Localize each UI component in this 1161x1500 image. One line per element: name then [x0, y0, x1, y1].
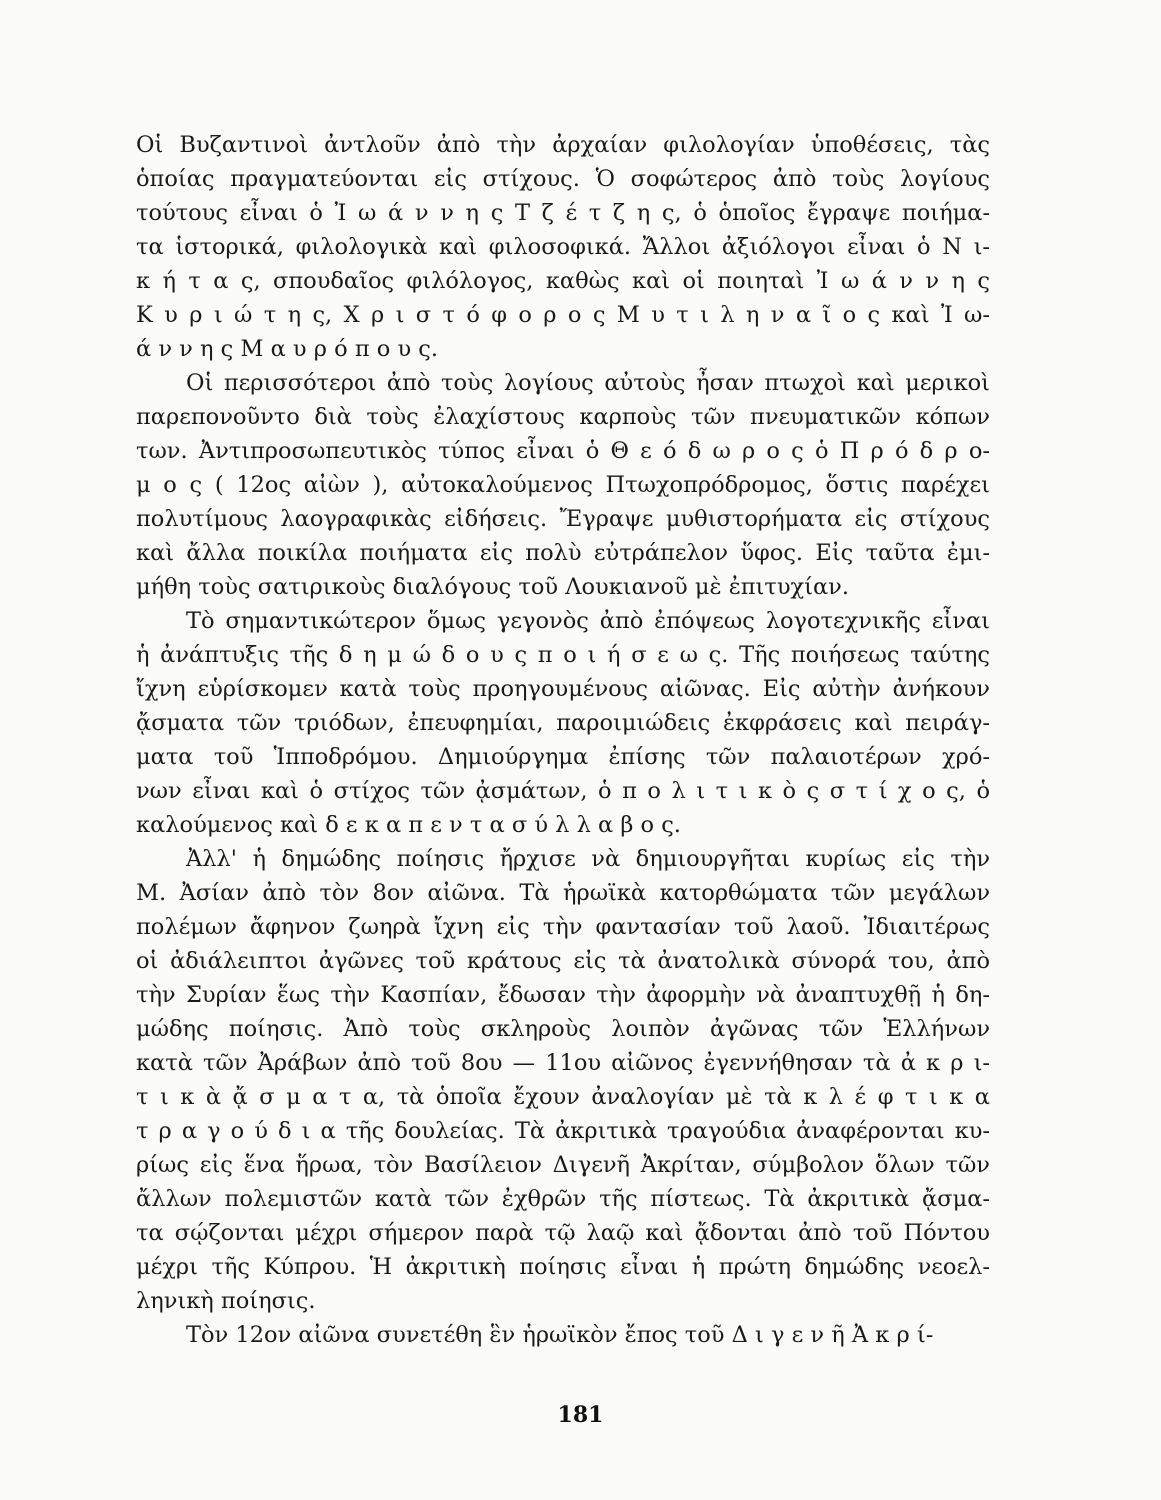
text-line: πολέμων ἄφηνον ζωηρὰ ἴχνη εἰς τὴν φαντασίαν τοῦ λαοῦ. Ἰδιαιτέρως [136, 914, 990, 940]
text-line: τ ρ α γ ο ύ δ ι α τῆς δουλείας. Τὰ ἀκριτικὰ τραγούδια ἀναφέρονται κυ- [136, 1118, 990, 1144]
text-line: πολυτίμους λαογραφικὰς εἰδήσεις. Ἔγραψε μυθιστορήματα εἰς στίχους [136, 506, 990, 532]
text-line: Τὸ σημαντικώτερον ὅμως γεγονὸς ἀπὸ ἐπόψεως λογοτεχνικῆς εἶναι [186, 608, 990, 634]
page-number: 181 [557, 1402, 604, 1428]
text-line: τα σῴζονται μέχρι σήμερον παρὰ τῷ λαῷ καὶ ᾄδονται ἀπὸ τοῦ Πόντου [136, 1220, 990, 1246]
text-line: Οἱ Βυζαντινοὶ ἀντλοῦν ἀπὸ τὴν ἀρχαίαν φιλολογίαν ὑποθέσεις, τὰς [136, 132, 990, 158]
text-line: ἡ ἀνάπτυξις τῆς δ η μ ώ δ ο υ ς π ο ι ή σ ε ω ς. Τῆς ποιήσεως ταύτης [136, 642, 990, 668]
text-line: Ἀλλ' ἡ δημώδης ποίησις ἤρχισε νὰ δημιουργῆται κυρίως εἰς τὴν [186, 846, 990, 872]
text-line: των. Ἀντιπροσωπευτικὸς τύπος εἶναι ὁ Θ ε ό δ ω ρ ο ς ὁ Π ρ ό δ ρ ο- [136, 438, 990, 464]
text-line: καλούμενος καὶ δ ε κ α π ε ν τ α σ ύ λ λ α β ο ς. [136, 812, 681, 838]
text-line: τούτους εἶναι ὁ Ἰ ω ά ν ν η ς Τ ζ έ τ ζ η ς, ὁ ὁποῖος ἔγραψε ποιήμα- [136, 200, 990, 226]
text-line: μ ο ς ( 12ος αἰὼν ), αὐτοκαλούμενος Πτωχοπρόδρομος, ὅστις παρέχει [136, 472, 990, 498]
text-line: Κ υ ρ ι ώ τ η ς, Χ ρ ι σ τ ό φ ο ρ ο ς Μ υ τ ι λ η ν α ῖ ο ς καὶ Ἰ ω- [136, 302, 990, 328]
text-line: Μ. Ἀσίαν ἀπὸ τὸν 8ον αἰῶνα. Τὰ ἡρωϊκὰ κατορθώματα τῶν μεγάλων [136, 880, 990, 906]
text-line: τ ι κ ὰ ᾄ σ μ α τ α, τὰ ὁποῖα ἔχουν ἀναλογίαν μὲ τὰ κ λ έ φ τ ι κ α [136, 1084, 990, 1110]
text-line: κατὰ τῶν Ἀράβων ἀπὸ τοῦ 8ου — 11ου αἰῶνος ἐγεννήθησαν τὰ ἀ κ ρ ι- [136, 1050, 990, 1076]
body-text [136, 128, 990, 1352]
text-line: ματα τοῦ Ἱπποδρόμου. Δημιούργημα ἐπίσης τῶν παλαιοτέρων χρό- [136, 744, 990, 770]
text-line: ἴχνη εὑρίσκομεν κατὰ τοὺς προηγουμένους αἰῶνας. Εἰς αὐτὴν ἀνήκουν [136, 676, 990, 702]
text-line: Οἱ περισσότεροι ἀπὸ τοὺς λογίους αὐτοὺς ἦσαν πτωχοὶ καὶ μερικοὶ [186, 370, 990, 396]
text-line: καὶ ἄλλα ποικίλα ποιήματα εἰς πολὺ εὐτράπελον ὕφος. Εἰς ταῦτα ἐμι- [136, 540, 990, 566]
text-line: οἱ ἀδιάλειπτοι ἀγῶνες τοῦ κράτους εἰς τὰ ἀνατολικὰ σύνορά του, ἀπὸ [136, 948, 990, 974]
text-line: μώδης ποίησις. Ἀπὸ τοὺς σκληροὺς λοιπὸν ἀγῶνας τῶν Ἑλλήνων [136, 1016, 990, 1042]
text-line: μέχρι τῆς Κύπρου. Ἡ ἀκριτικὴ ποίησις εἶναι ἡ πρώτη δημώδης νεοελ- [136, 1254, 990, 1280]
text-line: τὴν Συρίαν ἕως τὴν Κασπίαν, ἔδωσαν τὴν ἀφορμὴν νὰ ἀναπτυχθῇ ἡ δη- [136, 982, 990, 1008]
text-line: ἄλλων πολεμιστῶν κατὰ τῶν ἐχθρῶν τῆς πίστεως. Τὰ ἀκριτικὰ ᾄσμα- [136, 1186, 990, 1212]
text-line: κ ή τ α ς, σπουδαῖος φιλόλογος, καθὼς καὶ οἱ ποιηταὶ Ἰ ω ά ν ν η ς [136, 268, 990, 294]
text-line: τα ἱστορικά, φιλολογικὰ καὶ φιλοσοφικά. Ἄλλοι ἀξιόλογοι εἶναι ὁ Ν ι- [136, 234, 990, 260]
text-line: Τὸν 12ον αἰῶνα συνετέθη ἓν ἡρωϊκὸν ἔπος τοῦ Δ ι γ ε ν ῆ Ἀ κ ρ ί- [186, 1322, 934, 1348]
text-line: παρεπονοῦντο διὰ τοὺς ἐλαχίστους καρποὺς τῶν πνευματικῶν κόπων [136, 404, 990, 430]
text-line: ρίως εἰς ἕνα ἥρωα, τὸν Βασίλειον Διγενῆ Ἀκρίταν, σύμβολον ὅλων τῶν [136, 1152, 990, 1178]
text-line: νων εἶναι καὶ ὁ στίχος τῶν ᾀσμάτων, ὁ π ο λ ι τ ι κ ὸ ς σ τ ί χ ο ς, ὁ [136, 778, 990, 804]
text-line: ληνικὴ ποίησις. [136, 1288, 316, 1314]
text-line: ά ν ν η ς Μ α υ ρ ό π ο υ ς. [136, 336, 439, 362]
text-line: μήθη τοὺς σατιρικοὺς διαλόγους τοῦ Λουκιανοῦ μὲ ἐπιτυχίαν. [136, 574, 849, 600]
text-line: ᾄσματα τῶν τριόδων, ἐπευφημίαι, παροιμιώδεις ἐκφράσεις καὶ πειράγ- [136, 710, 990, 736]
text-line: ὁποίας πραγματεύονται εἰς στίχους. Ὁ σοφώτερος ἀπὸ τοὺς λογίους [136, 166, 990, 192]
